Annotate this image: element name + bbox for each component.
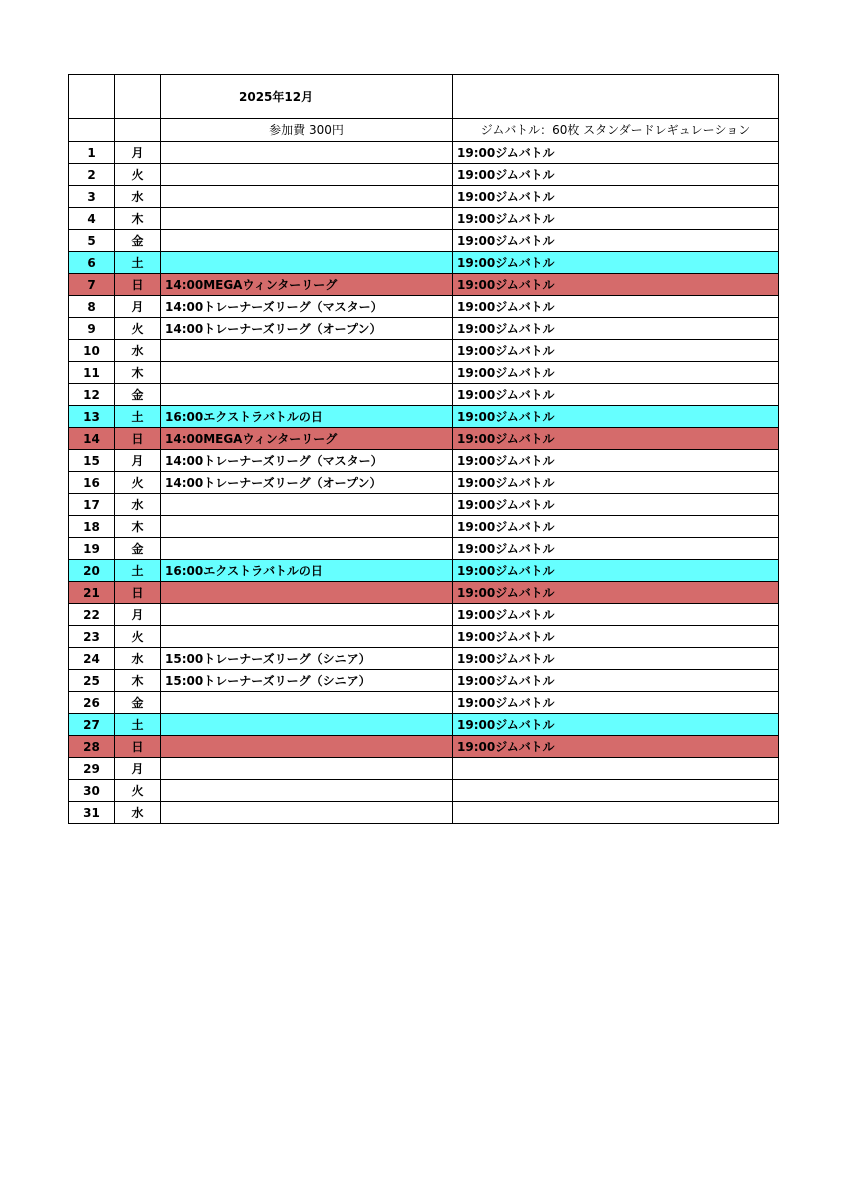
weekday-cell: 日 — [115, 274, 161, 296]
weekday-cell: 月 — [115, 450, 161, 472]
event-column-header: 参加費 300円 — [161, 119, 453, 142]
schedule-row — [69, 692, 779, 714]
schedule-row — [69, 494, 779, 516]
day-number: 13 — [69, 406, 115, 428]
weekday-cell: 木 — [115, 516, 161, 538]
day-number: 17 — [69, 494, 115, 516]
schedule-row — [69, 384, 779, 406]
day-number: 2 — [69, 164, 115, 186]
weekday-cell: 日 — [115, 582, 161, 604]
weekday-cell: 火 — [115, 626, 161, 648]
gym-battle-cell: 19:00ジムバトル — [453, 406, 779, 428]
schedule-row — [69, 208, 779, 230]
gym-battle-cell: 19:00ジムバトル — [453, 472, 779, 494]
event-cell — [161, 362, 453, 384]
gym-battle-cell: 19:00ジムバトル — [453, 164, 779, 186]
weekday-cell: 木 — [115, 208, 161, 230]
gym-battle-cell: 19:00ジムバトル — [453, 384, 779, 406]
event-cell: 14:00トレーナーズリーグ（マスター） — [161, 450, 453, 472]
event-cell: 14:00トレーナーズリーグ（マスター） — [161, 296, 453, 318]
weekday-cell: 月 — [115, 142, 161, 164]
schedule-row — [69, 472, 779, 494]
weekday-cell: 火 — [115, 164, 161, 186]
day-number: 28 — [69, 736, 115, 758]
event-cell — [161, 164, 453, 186]
event-cell: 14:00MEGAウィンターリーグ — [161, 428, 453, 450]
schedule-row — [69, 186, 779, 208]
day-number: 15 — [69, 450, 115, 472]
schedule-row — [69, 318, 779, 340]
event-cell: 15:00トレーナーズリーグ（シニア） — [161, 648, 453, 670]
schedule-row — [69, 142, 779, 164]
gym-battle-cell: 19:00ジムバトル — [453, 626, 779, 648]
day-number: 26 — [69, 692, 115, 714]
day-number: 7 — [69, 274, 115, 296]
gym-battle-cell — [453, 758, 779, 780]
event-cell — [161, 538, 453, 560]
weekday-cell: 日 — [115, 428, 161, 450]
schedule-sheet — [68, 74, 778, 824]
weekday-cell: 月 — [115, 758, 161, 780]
weekday-cell: 火 — [115, 780, 161, 802]
gym-battle-cell: 19:00ジムバトル — [453, 142, 779, 164]
event-cell: 16:00エクストラバトルの日 — [161, 406, 453, 428]
weekday-cell: 金 — [115, 692, 161, 714]
event-cell — [161, 802, 453, 824]
event-cell — [161, 736, 453, 758]
day-number: 23 — [69, 626, 115, 648]
gym-battle-cell: 19:00ジムバトル — [453, 692, 779, 714]
weekday-cell: 水 — [115, 802, 161, 824]
event-cell — [161, 186, 453, 208]
day-number: 31 — [69, 802, 115, 824]
weekday-cell: 日 — [115, 736, 161, 758]
day-number: 21 — [69, 582, 115, 604]
schedule-row — [69, 802, 779, 824]
day-number: 4 — [69, 208, 115, 230]
gym-battle-cell: 19:00ジムバトル — [453, 340, 779, 362]
weekday-cell: 木 — [115, 362, 161, 384]
schedule-row — [69, 516, 779, 538]
event-cell — [161, 758, 453, 780]
schedule-row — [69, 538, 779, 560]
event-cell — [161, 714, 453, 736]
schedule-row — [69, 164, 779, 186]
gym-battle-cell — [453, 802, 779, 824]
day-number: 25 — [69, 670, 115, 692]
schedule-row — [69, 626, 779, 648]
weekday-cell: 水 — [115, 340, 161, 362]
day-number: 24 — [69, 648, 115, 670]
schedule-row — [69, 340, 779, 362]
day-number: 16 — [69, 472, 115, 494]
day-number: 12 — [69, 384, 115, 406]
day-number: 30 — [69, 780, 115, 802]
day-number: 19 — [69, 538, 115, 560]
title-blank-cell-2 — [115, 75, 161, 119]
day-number: 5 — [69, 230, 115, 252]
event-cell — [161, 626, 453, 648]
weekday-cell: 金 — [115, 538, 161, 560]
gym-battle-cell: 19:00ジムバトル — [453, 208, 779, 230]
schedule-row — [69, 604, 779, 626]
weekday-cell: 火 — [115, 472, 161, 494]
gym-battle-cell: 19:00ジムバトル — [453, 428, 779, 450]
gym-battle-cell: 19:00ジムバトル — [453, 736, 779, 758]
weekday-cell: 水 — [115, 648, 161, 670]
schedule-row — [69, 406, 779, 428]
weekday-cell: 水 — [115, 186, 161, 208]
gym-battle-cell: 19:00ジムバトル — [453, 538, 779, 560]
event-cell — [161, 582, 453, 604]
day-number: 10 — [69, 340, 115, 362]
header-blank-cell-1 — [69, 119, 115, 142]
schedule-row — [69, 230, 779, 252]
schedule-row — [69, 736, 779, 758]
weekday-cell: 火 — [115, 318, 161, 340]
day-number: 14 — [69, 428, 115, 450]
weekday-cell: 土 — [115, 406, 161, 428]
weekday-cell: 月 — [115, 604, 161, 626]
day-number: 22 — [69, 604, 115, 626]
gym-battle-cell: 19:00ジムバトル — [453, 516, 779, 538]
event-cell: 14:00トレーナーズリーグ（オープン） — [161, 318, 453, 340]
gym-battle-cell: 19:00ジムバトル — [453, 274, 779, 296]
schedule-row — [69, 758, 779, 780]
event-cell — [161, 692, 453, 714]
schedule-row — [69, 780, 779, 802]
day-number: 3 — [69, 186, 115, 208]
event-cell — [161, 142, 453, 164]
gym-battle-cell: 19:00ジムバトル — [453, 494, 779, 516]
month-title: 2025年12月 — [161, 75, 453, 119]
event-cell: 14:00トレーナーズリーグ（オープン） — [161, 472, 453, 494]
event-cell — [161, 208, 453, 230]
event-cell: 15:00トレーナーズリーグ（シニア） — [161, 670, 453, 692]
schedule-row — [69, 582, 779, 604]
gym-battle-cell: 19:00ジムバトル — [453, 604, 779, 626]
day-number: 1 — [69, 142, 115, 164]
gym-battle-cell: 19:00ジムバトル — [453, 230, 779, 252]
weekday-cell: 木 — [115, 670, 161, 692]
gym-battle-cell: 19:00ジムバトル — [453, 186, 779, 208]
day-number: 27 — [69, 714, 115, 736]
event-cell — [161, 780, 453, 802]
event-cell — [161, 384, 453, 406]
gym-battle-cell: 19:00ジムバトル — [453, 582, 779, 604]
gym-battle-cell: 19:00ジムバトル — [453, 560, 779, 582]
weekday-cell: 土 — [115, 714, 161, 736]
schedule-row — [69, 428, 779, 450]
day-number: 11 — [69, 362, 115, 384]
event-cell — [161, 604, 453, 626]
header-blank-cell-2 — [115, 119, 161, 142]
event-cell — [161, 516, 453, 538]
gym-battle-cell — [453, 780, 779, 802]
weekday-cell: 金 — [115, 384, 161, 406]
title-blank-cell-3 — [453, 75, 779, 119]
schedule-row — [69, 252, 779, 274]
event-cell — [161, 340, 453, 362]
event-cell — [161, 230, 453, 252]
day-number: 6 — [69, 252, 115, 274]
event-cell — [161, 252, 453, 274]
gym-battle-cell: 19:00ジムバトル — [453, 714, 779, 736]
gym-battle-cell: 19:00ジムバトル — [453, 648, 779, 670]
schedule-row — [69, 648, 779, 670]
weekday-cell: 土 — [115, 560, 161, 582]
event-cell — [161, 494, 453, 516]
day-number: 9 — [69, 318, 115, 340]
gym-battle-cell: 19:00ジムバトル — [453, 450, 779, 472]
gym-battle-cell: 19:00ジムバトル — [453, 296, 779, 318]
day-number: 8 — [69, 296, 115, 318]
gym-battle-cell: 19:00ジムバトル — [453, 670, 779, 692]
schedule-row — [69, 714, 779, 736]
header-row — [69, 119, 779, 142]
schedule-row — [69, 560, 779, 582]
schedule-row — [69, 296, 779, 318]
schedule-row — [69, 362, 779, 384]
day-number: 18 — [69, 516, 115, 538]
gym-column-header: ジムバトル：60枚 スタンダードレギュレーション — [453, 119, 779, 142]
schedule-row — [69, 670, 779, 692]
weekday-cell: 水 — [115, 494, 161, 516]
event-cell: 14:00MEGAウィンターリーグ — [161, 274, 453, 296]
event-cell: 16:00エクストラバトルの日 — [161, 560, 453, 582]
day-number: 29 — [69, 758, 115, 780]
weekday-cell: 金 — [115, 230, 161, 252]
schedule-table — [68, 74, 779, 824]
gym-battle-cell: 19:00ジムバトル — [453, 252, 779, 274]
schedule-row — [69, 450, 779, 472]
day-number: 20 — [69, 560, 115, 582]
gym-battle-cell: 19:00ジムバトル — [453, 318, 779, 340]
schedule-row — [69, 274, 779, 296]
weekday-cell: 土 — [115, 252, 161, 274]
gym-battle-cell: 19:00ジムバトル — [453, 362, 779, 384]
title-row — [69, 75, 779, 119]
weekday-cell: 月 — [115, 296, 161, 318]
title-blank-cell-1 — [69, 75, 115, 119]
